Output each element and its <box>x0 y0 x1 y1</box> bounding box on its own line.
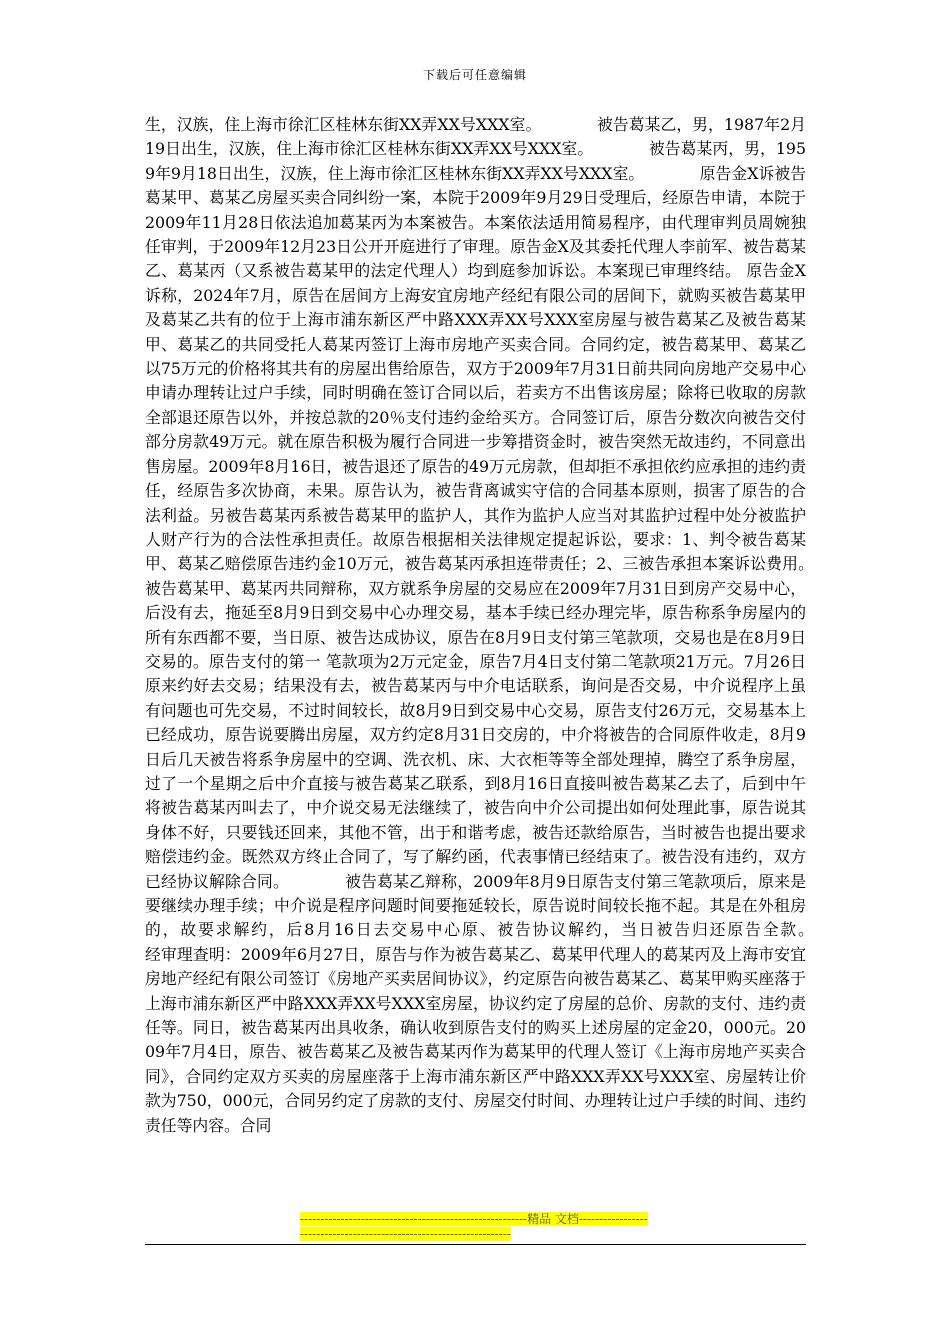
footer-banner <box>300 1212 650 1242</box>
footer-divider <box>145 1244 806 1245</box>
judgment-body-text: 生，汉族，住上海市徐汇区桂林东街XX弄XX号XXX室。 被告葛某乙，男，1987年2月19日出生，汉族，住上海市徐汇区桂林东街XX弄XX号XXX室。 被告葛某丙，男，1959年9月18日出生，汉族，住上海市徐汇区桂林东街XX弄XX号XXX室。 原告金X诉被告葛某甲、葛某乙房屋买卖合同纠纷一案，本院于2009年9月29日受理后，经原告申请，本院于2009年11月28日依法追加葛某丙为本案被告。本案依法适用简易程序，由代理审判员周婉独任审判，于2009年12月23日公开开庭进行了审理。原告金X及其委托代理人李前军、被告葛某乙、葛某丙（又系被告葛某甲的法定代理人）均到庭参加诉讼。本案现已审理终结。 原告金X诉称，2024年7月，原告在居间方上海安宜房地产经纪有限公司的居间下，就购买被告葛某甲及葛某乙共有的位于上海市浦东新区严中路XXX弄XX号XXX室房屋与被告葛某乙及被告葛某甲、葛某乙的共同受托人葛某丙签订上海市房地产买卖合同。合同约定，被告葛某甲、葛某乙以75万元的价格将其共有的房屋出售给原告，双方于2009年7月31日前共同向房地产交易中心申请办理转让过户手续，同时明确在签订合同以后，若卖方不出售该房屋；除将已收取的房款全部退还原告以外，并按总款的20％支付违约金给买方。合同签订后，原告分数次向被告交付部分房款49万元。就在原告积极为履行合同进一步筹措资金时，被告突然无故违约，不同意出售房屋。2009年8月16日，被告退还了原告的49万元房款，但却拒不承担依约应承担的违约责任，经原告多次协商，未果。原告认为，被告背离诚实守信的合同基本原则，损害了原告的合法利益。另被告葛某丙系被告葛某甲的监护人，其作为监护人应当对其监护过程中处分被监护人财产行为的合法性承担责任。故原告根据相关法律规定提起诉讼，要求：1、判令被告葛某甲、葛某乙赔偿原告违约金10万元，被告葛某丙承担连带责任；2、三被告承担本案诉讼费用。 被告葛某甲、葛某丙共同辩称，双方就系争房屋的交易应在2009年7月31日到房产交易中心，后没有去，拖延至8月9日到交易中心办理交易，基本手续已经办理完毕，原告称系争房屋内的所有东西都不要，当日原、被告达成协议，原告在8月9日支付第三笔款项，交易也是在8月9日交易的。原告支付的第一 笔款项为2万元定金，原告7月4日支付第二笔款项21万元。7月26日原来约好去交易；结果没有去，被告葛某丙与中介电话联系，询问是否交易，中介说程序上虽有问题也可先交易，不过时间较长，故8月9日到交易中心交易，原告支付26万元，交易基本上已经成功，原告说要腾出房屋，双方约定8月31日交房的，中介将被告的合同原件收走，8月9日后几天被告将系争房屋中的空调、洗衣机、床、大衣柜等等全部处理掉，腾空了系争房屋，过了一个星期之后中介直接与被告葛某乙联系，到8月16日直接叫被告葛某乙去了，后到中午将被告葛某丙叫去了，中介说交易无法继续了，被告向中介公司提出如何处理此事，原告说其身体不好，只要钱还回来，其他不管，出于和谐考虑，被告还款给原告，当时被告也提出要求赔偿违约金。既然双方终止合同了，写了解约函，代表事情已经结束了。被告没有违约，双方已经协议解除合同。 被告葛某乙辩称，2009年8月9日原告支付第三笔款项后，原来是要继续办理手续；中介说是程序问题时间要拖延较长，原告说时间较长拖不起。其是在外租房的，故要求解约，后8月16日去交易中心原、被告协议解约，当日被告归还原告全款。 经审理查明：2009年6月27日，原告与作为被告葛某乙、葛某甲代理人的葛某丙及上海市安宜房地产经纪有限公司签订《房地产买卖居间协议》，约定原告向被告葛某乙、葛某甲购买座落于上海市浦东新区严中路XXX弄XX号XXX室房屋，协议约定了房屋的总价、房款的支付、违约责任等。同日，被告葛某丙出具收条，确认收到原告支付的购买上述房屋的定金20，000元。2009年7月4日，原告、被告葛某乙及被告葛某丙作为葛某甲的代理人签订《上海市房地产买卖合同》，合同约定双方买卖的房屋座落于上海市浦东新区严中路XXX弄XX号XXX室、房屋转让价款为750，000元，合同另约定了房款的支付、房屋交付时间、办理转让过户手续的时间、违约责任等内容。合同 <box>145 115 870 1135</box>
page-header-note: 下载后可任意编辑 <box>422 68 527 82</box>
footer-banner-text: --------------------------------------------------------精品 文档--------------------------------------------------------------------- <box>300 1212 648 1241</box>
